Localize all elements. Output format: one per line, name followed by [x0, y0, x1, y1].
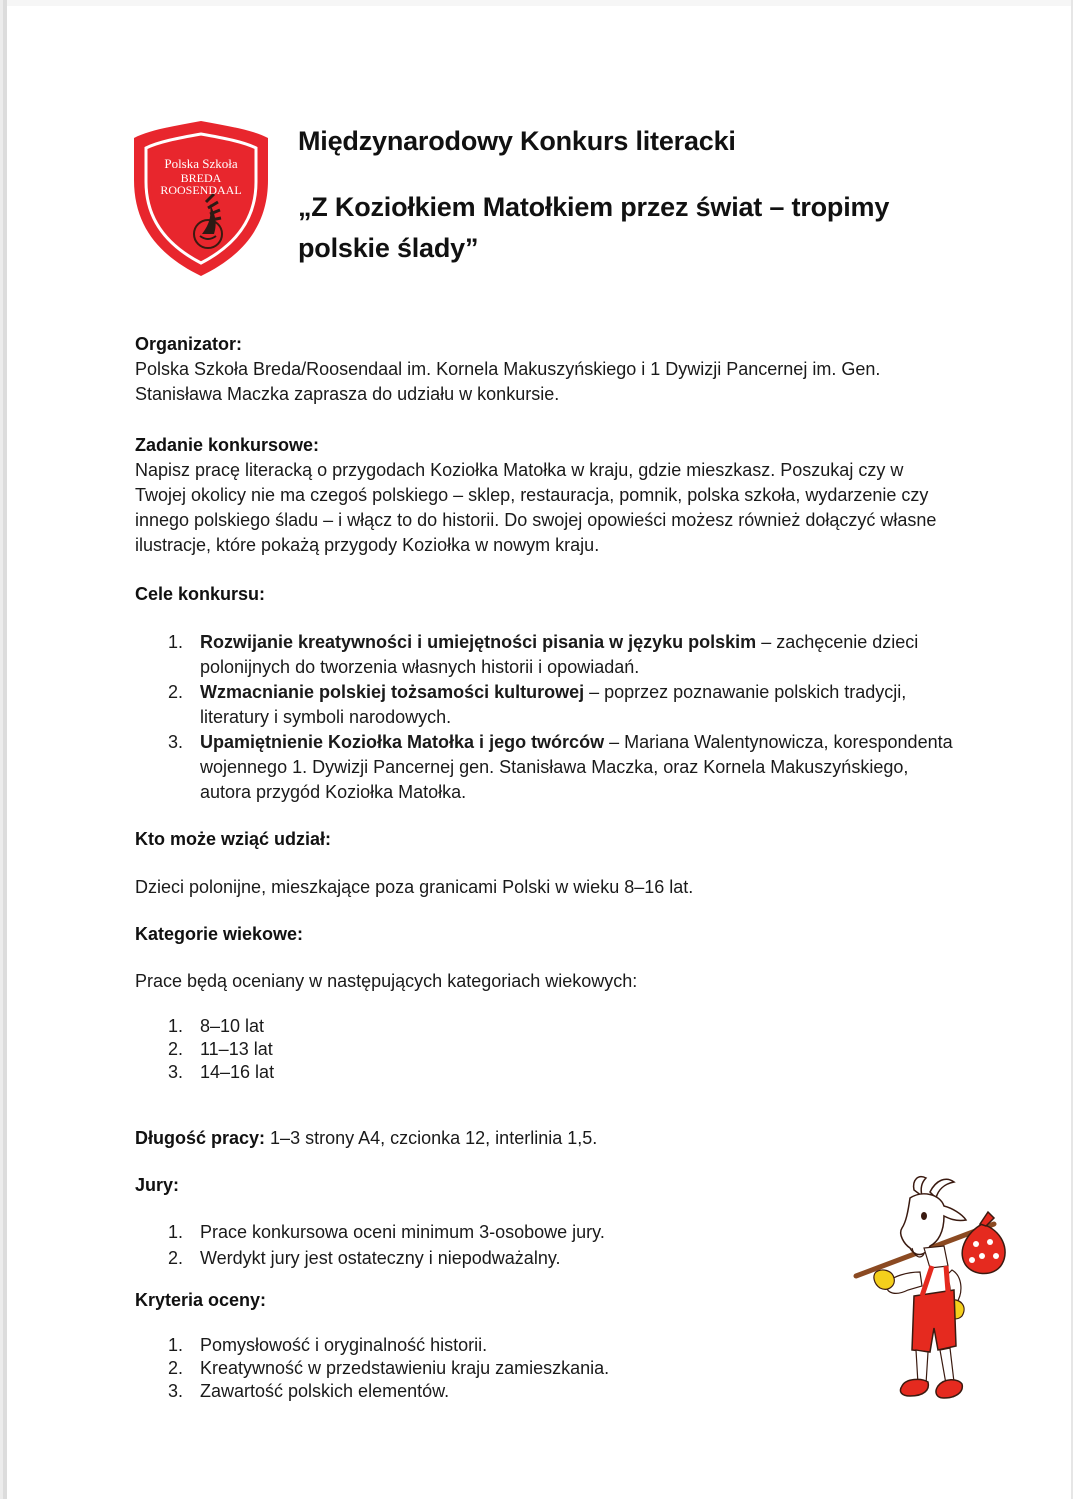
goals-list	[135, 630, 955, 805]
criteria-text: Kreatywność w przedstawieniu kraju zamieszkania.	[200, 1358, 610, 1378]
age-text: Prace będą oceniany w następujących kategoriach wiekowych:	[135, 971, 638, 991]
length-line	[135, 1126, 955, 1151]
goat-illustration	[852, 1172, 1012, 1404]
list-number: 3.	[168, 1381, 184, 1401]
criteria-item	[135, 1380, 955, 1403]
goat-icon	[852, 1172, 1012, 1404]
criteria-heading: Kryteria oceny:	[135, 1290, 267, 1310]
criteria-text: Zawartość polskich elementów.	[200, 1381, 450, 1401]
organizer-text: Polska Szkoła Breda/Roosendaal im. Kornela Makuszyńskiego i 1 Dywizji Pancernej im. Gen. Stanisława Maczka zaprasza do udziału w konkursie.	[135, 359, 881, 404]
age-range: 8–10 lat	[200, 1016, 265, 1036]
organizer-heading: Organizator:	[135, 334, 243, 354]
age-range: 11–13 lat	[200, 1039, 273, 1059]
jury-text: Werdykt jury jest ostateczny i niepodważalny.	[200, 1248, 561, 1268]
logo-line-1: Polska Szkoła	[164, 156, 238, 171]
page-left-edge-inner	[0, 0, 3, 1499]
list-number: 3.	[168, 732, 184, 752]
goal-item	[135, 680, 955, 730]
school-logo	[128, 118, 274, 280]
list-number: 2.	[168, 1248, 184, 1268]
goal-text: – poprzez poznawanie polskich tradycji, literatury i symboli narodowych.	[200, 682, 907, 727]
age-item	[135, 1061, 955, 1084]
list-number: 1.	[168, 1016, 184, 1036]
shield-icon	[128, 118, 274, 280]
page-title: Międzynarodowy Konkurs literacki	[298, 126, 736, 156]
length-text: 1–3 strony A4, czcionka 12, interlinia 1,5.	[265, 1128, 598, 1148]
page-top-edge	[7, 0, 1071, 6]
jury-item	[135, 1219, 955, 1245]
goal-title: Upamiętnienie Koziołka Matołka i jego twórców	[200, 732, 605, 752]
age-range: 14–16 lat	[200, 1062, 275, 1082]
list-number: 2.	[168, 1358, 184, 1378]
goal-item	[135, 730, 955, 805]
who-text: Dzieci polonijne, mieszkające poza granicami Polski w wieku 8–16 lat.	[135, 877, 694, 897]
jury-heading: Jury:	[135, 1175, 180, 1195]
who-heading: Kto może wziąć udział:	[135, 829, 332, 849]
list-number: 2.	[168, 1039, 184, 1059]
jury-item	[135, 1245, 955, 1271]
task-text: Napisz pracę literacką o przygodach Koziołka Matołka w kraju, gdzie mieszkasz. Poszukaj czy w Twojej okolicy nie ma czegoś polskiego – sklep, restauracja, pomnik, polska szkoła, wydarzenie czy innego polskiego śladu – i włącz to do historii. Do swojej opowieści możesz również dołączyć własne ilustracje, które pokażą przygody Koziołka w nowym kraju.	[135, 460, 937, 555]
age-item	[135, 1015, 955, 1038]
logo-line-2: BREDA	[180, 171, 222, 185]
goals-heading: Cele konkursu:	[135, 584, 266, 604]
criteria-item	[135, 1357, 955, 1380]
logo-line-3: ROOSENDAAL	[160, 183, 242, 197]
list-number: 1.	[168, 632, 184, 652]
list-number: 3.	[168, 1062, 184, 1082]
age-item	[135, 1038, 955, 1061]
length-heading: Długość pracy:	[135, 1128, 266, 1148]
goal-text: – zachęcenie dzieci polonijnych do tworzenia własnych historii i opowiadań.	[200, 632, 919, 677]
jury-text: Prace konkursowa oceni minimum 3-osobowe jury.	[200, 1222, 605, 1242]
criteria-list	[135, 1334, 955, 1403]
list-number: 1.	[168, 1222, 184, 1242]
goal-title: Wzmacnianie polskiej tożsamości kulturowej	[200, 682, 585, 702]
contest-subtitle: „Z Koziołkiem Matołkiem przez świat – tropimy polskie ślady”	[298, 192, 890, 263]
list-number: 2.	[168, 682, 184, 702]
criteria-text: Pomysłowość i oryginalność historii.	[200, 1335, 488, 1355]
document-body	[135, 332, 955, 1403]
goal-item	[135, 630, 955, 680]
task-heading: Zadanie konkursowe:	[135, 435, 320, 455]
criteria-item	[135, 1334, 955, 1357]
goal-title: Rozwijanie kreatywności i umiejętności pisania w języku polskim	[200, 632, 757, 652]
jury-list	[135, 1219, 955, 1271]
age-heading: Kategorie wiekowe:	[135, 924, 304, 944]
age-list	[135, 1015, 955, 1084]
goal-text: – Mariana Walentynowicza, korespondenta wojennego 1. Dywizji Pancernej gen. Stanisława Maczka, oraz Kornela Makuszyńskiego, autora przygód Koziołka Matołka.	[200, 732, 953, 802]
list-number: 1.	[168, 1335, 184, 1355]
